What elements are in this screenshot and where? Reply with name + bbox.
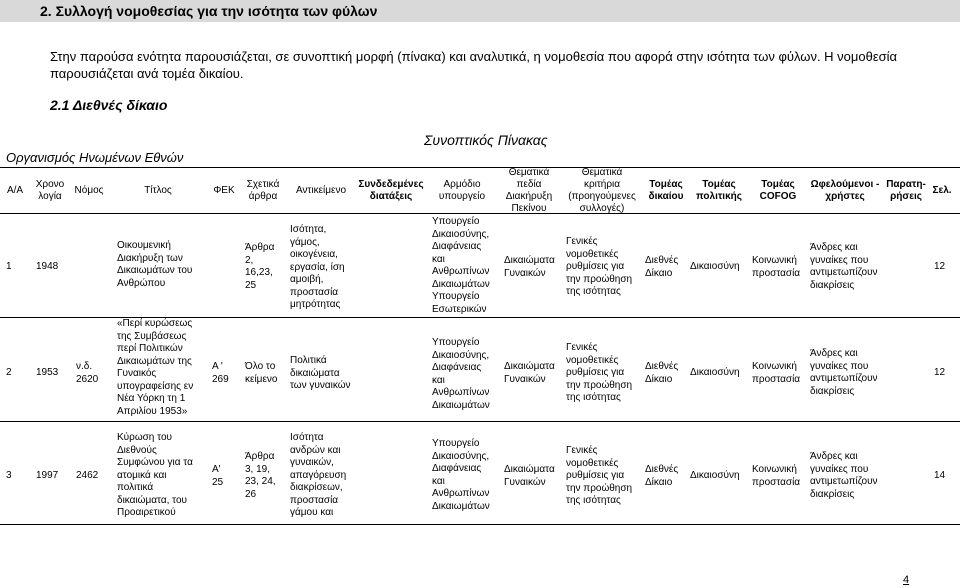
page-number: 4 [903,574,910,586]
row3-law: 2462 [76,470,99,481]
row2-law: ν.δ. 2620 [76,361,99,385]
header-page: Σελ. [932,185,952,196]
row2-articles: Όλο το κείμενο [245,361,278,385]
row1-cofog: Κοινωνική προστασία [752,255,801,279]
row1-sector: Διεθνές Δίκαιο [645,255,679,279]
row3-subject: Ισότητα ανδρών και γυναικών, απαγόρευση διακρίσεων, προστασία γάμου και [290,432,347,518]
row2-beneficiaries: Άνδρες και γυναίκες που αντιμετωπίζουν διακρίσεις [810,348,878,397]
header-policy: Τομέας πολιτικής [696,179,742,202]
row2-cofog: Κοινωνική προστασία [752,361,801,385]
row2-sector: Διεθνές Δίκαιο [645,361,679,385]
row2-page: 12 [934,367,946,378]
header-sector: Τομέας δικαίου [648,179,684,202]
row2-subject: Πολιτικά δικαιώματα των γυναικών [290,355,351,391]
header-fek: ΦΕΚ [213,185,235,196]
row1-criteria: Γενικές νομοθετικές ρυθμίσεις για την προώθηση της ισότητας [566,236,633,297]
row1-policy: Δικαιοσύνη [690,261,740,272]
header-year: Χρονο λογία [35,179,65,202]
row3-page: 14 [934,470,946,481]
row3-criteria: Γενικές νομοθετικές ρυθμίσεις για την προώθηση της ισότητας [566,445,633,506]
section-title: 2. Συλλογή νομοθεσίας για την ισότητα των φύλων [40,3,378,19]
row2-fields: Δικαιώματα Γυναικών [504,361,555,385]
row3-beneficiaries: Άνδρες και γυναίκες που αντιμετωπίζουν διακρίσεις [810,451,878,500]
grid-line [0,167,960,168]
header-criteria: Θεματικά κριτήρια (προηγούμενες συλλογές) [568,167,636,214]
row3-fek: Α' 25 [212,464,224,488]
subsection-title: 2.1 Διεθνές δίκαιο [50,97,168,113]
row2-year: 1953 [36,367,59,378]
header-title: Τίτλος [144,185,172,196]
row1-title: Οικουμενική Διακήρυξη των Δικαιωμάτων του Ανθρώπου [117,240,193,289]
grid-line [0,421,960,422]
row1-beneficiaries: Άνδρες και γυναίκες που αντιμετωπίζουν διακρίσεις [810,242,878,291]
header-related: Συνδεδεμένες διατάξεις [358,179,424,202]
header-aa: Α/Α [6,185,24,196]
header-law: Νόμος [74,185,104,196]
row1-subject: Ισότητα, γάμος, οικογένεια, εργασία, ίση αμοιβή, προστασία μητρότητας [290,224,345,310]
row2-fek: Α ' 269 [212,361,229,385]
row3-aa: 3 [6,470,12,481]
row1-ministry: Υπουργείο Δικαιοσύνης, Διαφάνειας και Ανθρωπίνων Δικαιωμάτων Υπουργείο Εσωτερικών [432,216,490,315]
row3-policy: Δικαιοσύνη [690,470,740,481]
header-subject: Αντικείμενο [295,185,347,196]
grid-line [0,213,960,214]
intro-paragraph: Στην παρούσα ενότητα παρουσιάζεται, σε συνοπτική μορφή (πίνακα) και αναλυτικά, η νομοθεσία που αφορά στην ισότητα των φύλων. Η νομοθεσία παρουσιάζεται ανά τομέα δικαίου. [50,49,898,81]
row2-ministry: Υπουργείο Δικαιοσύνης, Διαφάνειας και Ανθρωπίνων Δικαιωμάτων [432,337,490,411]
row1-articles: Άρθρα 2, 16,23, 25 [245,242,275,291]
header-remarks: Παρατη- ρήσεις [886,179,926,202]
row2-aa: 2 [6,367,12,378]
row3-ministry: Υπουργείο Δικαιοσύνης, Διαφάνειας και Ανθρωπίνων Δικαιωμάτων [432,438,490,512]
row1-year: 1948 [36,261,59,272]
grid-line [0,524,960,525]
header-fields: Θεματικά πεδία Διακήρυξη Πεκίνου [505,167,553,214]
row3-cofog: Κοινωνική προστασία [752,464,801,488]
row3-articles: Άρθρα 3, 19, 23, 24, 26 [245,451,276,500]
row1-aa: 1 [6,261,12,272]
table-title: Συνοπτικός Πίνακας [424,132,548,148]
organization-title: Οργανισμός Ηνωμένων Εθνών [6,150,184,165]
row1-page: 12 [934,261,946,272]
header-beneficiaries: Ωφελούμενοι - χρήστες [810,179,880,202]
row1-fields: Δικαιώματα Γυναικών [504,255,555,279]
row3-title: Κύρωση του Διεθνούς Συμφώνου για τα ατομικά και πολιτικά δικαιώματα, του Προαιρετικού [117,432,193,518]
row3-fields: Δικαιώματα Γυναικών [504,464,555,488]
header-ministry: Αρμόδιο υπουργείο [438,179,486,202]
row2-title: «Περί κυρώσεως της Συμβάσεως περί Πολιτικών Δικαιωμάτων της Γυναικός υπογραφείσης εν Νέα Υόρκη τη 1 Απριλίου 1953» [117,318,194,417]
row3-sector: Διεθνές Δίκαιο [645,464,679,488]
header-cofog: Τομέας COFOG [759,179,797,202]
row2-criteria: Γενικές νομοθετικές ρυθμίσεις για την προώθηση της ισότητας [566,342,633,403]
row3-year: 1997 [36,470,59,481]
row2-policy: Δικαιοσύνη [690,367,740,378]
header-articles: Σχετικά άρθρα [246,179,280,202]
